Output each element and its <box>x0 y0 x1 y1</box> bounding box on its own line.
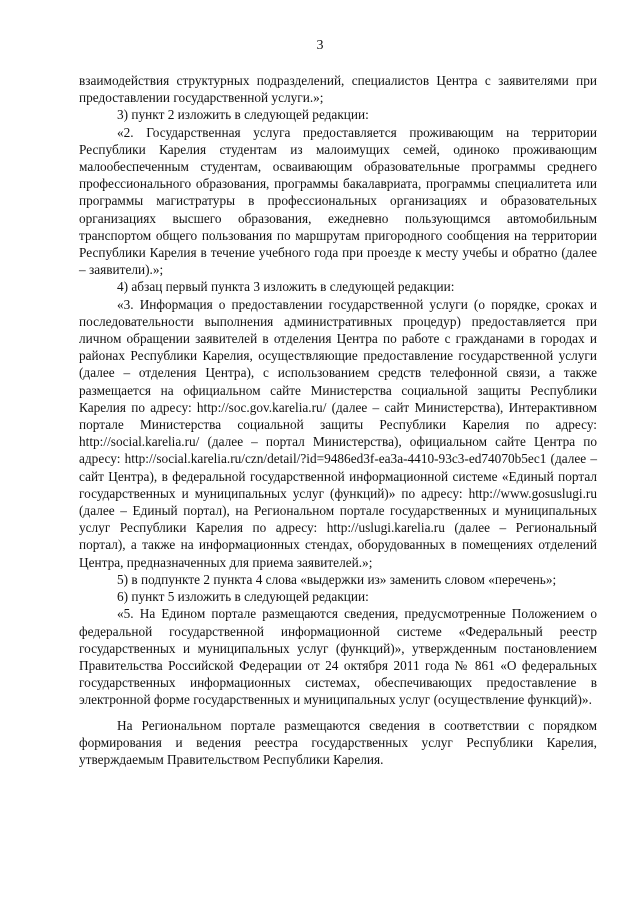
document-paragraph: «3. Информация о предоставлении государственной услуги (о порядке, сроках и последовательности выполнения административных процедур) предоставляется при личном обращении заявителей в отделения Центра по работе с гражданами в городах и районах Республики Карелия, осуществляющие предоставление государственной услуги (далее – отделения Центра), с использованием средств телефонной связи, а также размещается на официальном сайте Министерства социальной защиты Республики Карелия по адресу: http://soc.gov.karelia.ru/ (далее – сайт Министерства), Интерактивном портале Министерства социальной защиты Республики Карелия по адресу: http://social.karelia.ru/ (далее – портал Министерства), официальном сайте Центра по адресу: http://social.karelia.ru/czn/detail/?id=9486ed3f-ea3a-4410-93c3-ed74070b5ec1 (далее – сайт Центра), в федеральной государственной информационной системе «Единый портал государственных и муниципальных услуг (функций)» по адресу: http://www.gosuslugi.ru (далее – Единый портал), на Региональном портале государственных и муниципальных услуг Республики Карелия по адресу: http://uslugi.karelia.ru (далее – Региональный портал), а также на информационных стендах, оборудованных в помещениях отделений Центра, предназначенных для приема заявителей.»; <box>79 296 597 570</box>
document-paragraph: взаимодействия структурных подразделений, специалистов Центра с заявителями при предоставлении государственной услуги.»; <box>79 73 597 106</box>
document-paragraph: 3) пункт 2 изложить в следующей редакции: <box>117 107 369 123</box>
document-paragraph: 6) пункт 5 изложить в следующей редакции: <box>117 589 369 605</box>
document-paragraph: «2. Государственная услуга предоставляется проживающим на территории Республики Карелия студентам из малоимущих семей, одиноко проживающим малообеспеченным студентам, осваивающим образовательные программы среднего профессионального образования, программы бакалавриата, программы специалитета или программы магистратуры в профессиональных организациях и образовательных организациях высшего образования, ежедневно пользующимся автомобильным транспортом общего пользования по маршрутам пригородного сообщения на территории Республики Карелия в течение учебного года при проезде к месту учебы и обратно (далее – заявители).»; <box>79 124 597 278</box>
page-number: 3 <box>316 38 324 53</box>
document-paragraph: 5) в подпункте 2 пункта 4 слова «выдержки из» заменить словом «перечень»; <box>117 571 557 587</box>
document-paragraph: 4) абзац первый пункта 3 изложить в следующей редакции: <box>117 279 455 295</box>
document-paragraph: На Региональном портале размещаются сведения в соответствии с порядком формирования и ведения реестра государственных услуг Республики Карелия, утверждаемым Правительством Республики Карелия. <box>79 717 597 767</box>
document-paragraph: «5. На Едином портале размещаются сведения, предусмотренные Положением о федеральной государственной информационной системе «Федеральный реестр государственных и муниципальных услуг (функций)», утвержденным постановлением Правительства Российской Федерации от 24 октября 2011 года № 861 «О федеральных государственных информационных системах, обеспечивающих предоставление в электронной форме государственных и муниципальных услуг (осуществление функций)». <box>79 606 597 708</box>
document-body <box>79 72 597 768</box>
